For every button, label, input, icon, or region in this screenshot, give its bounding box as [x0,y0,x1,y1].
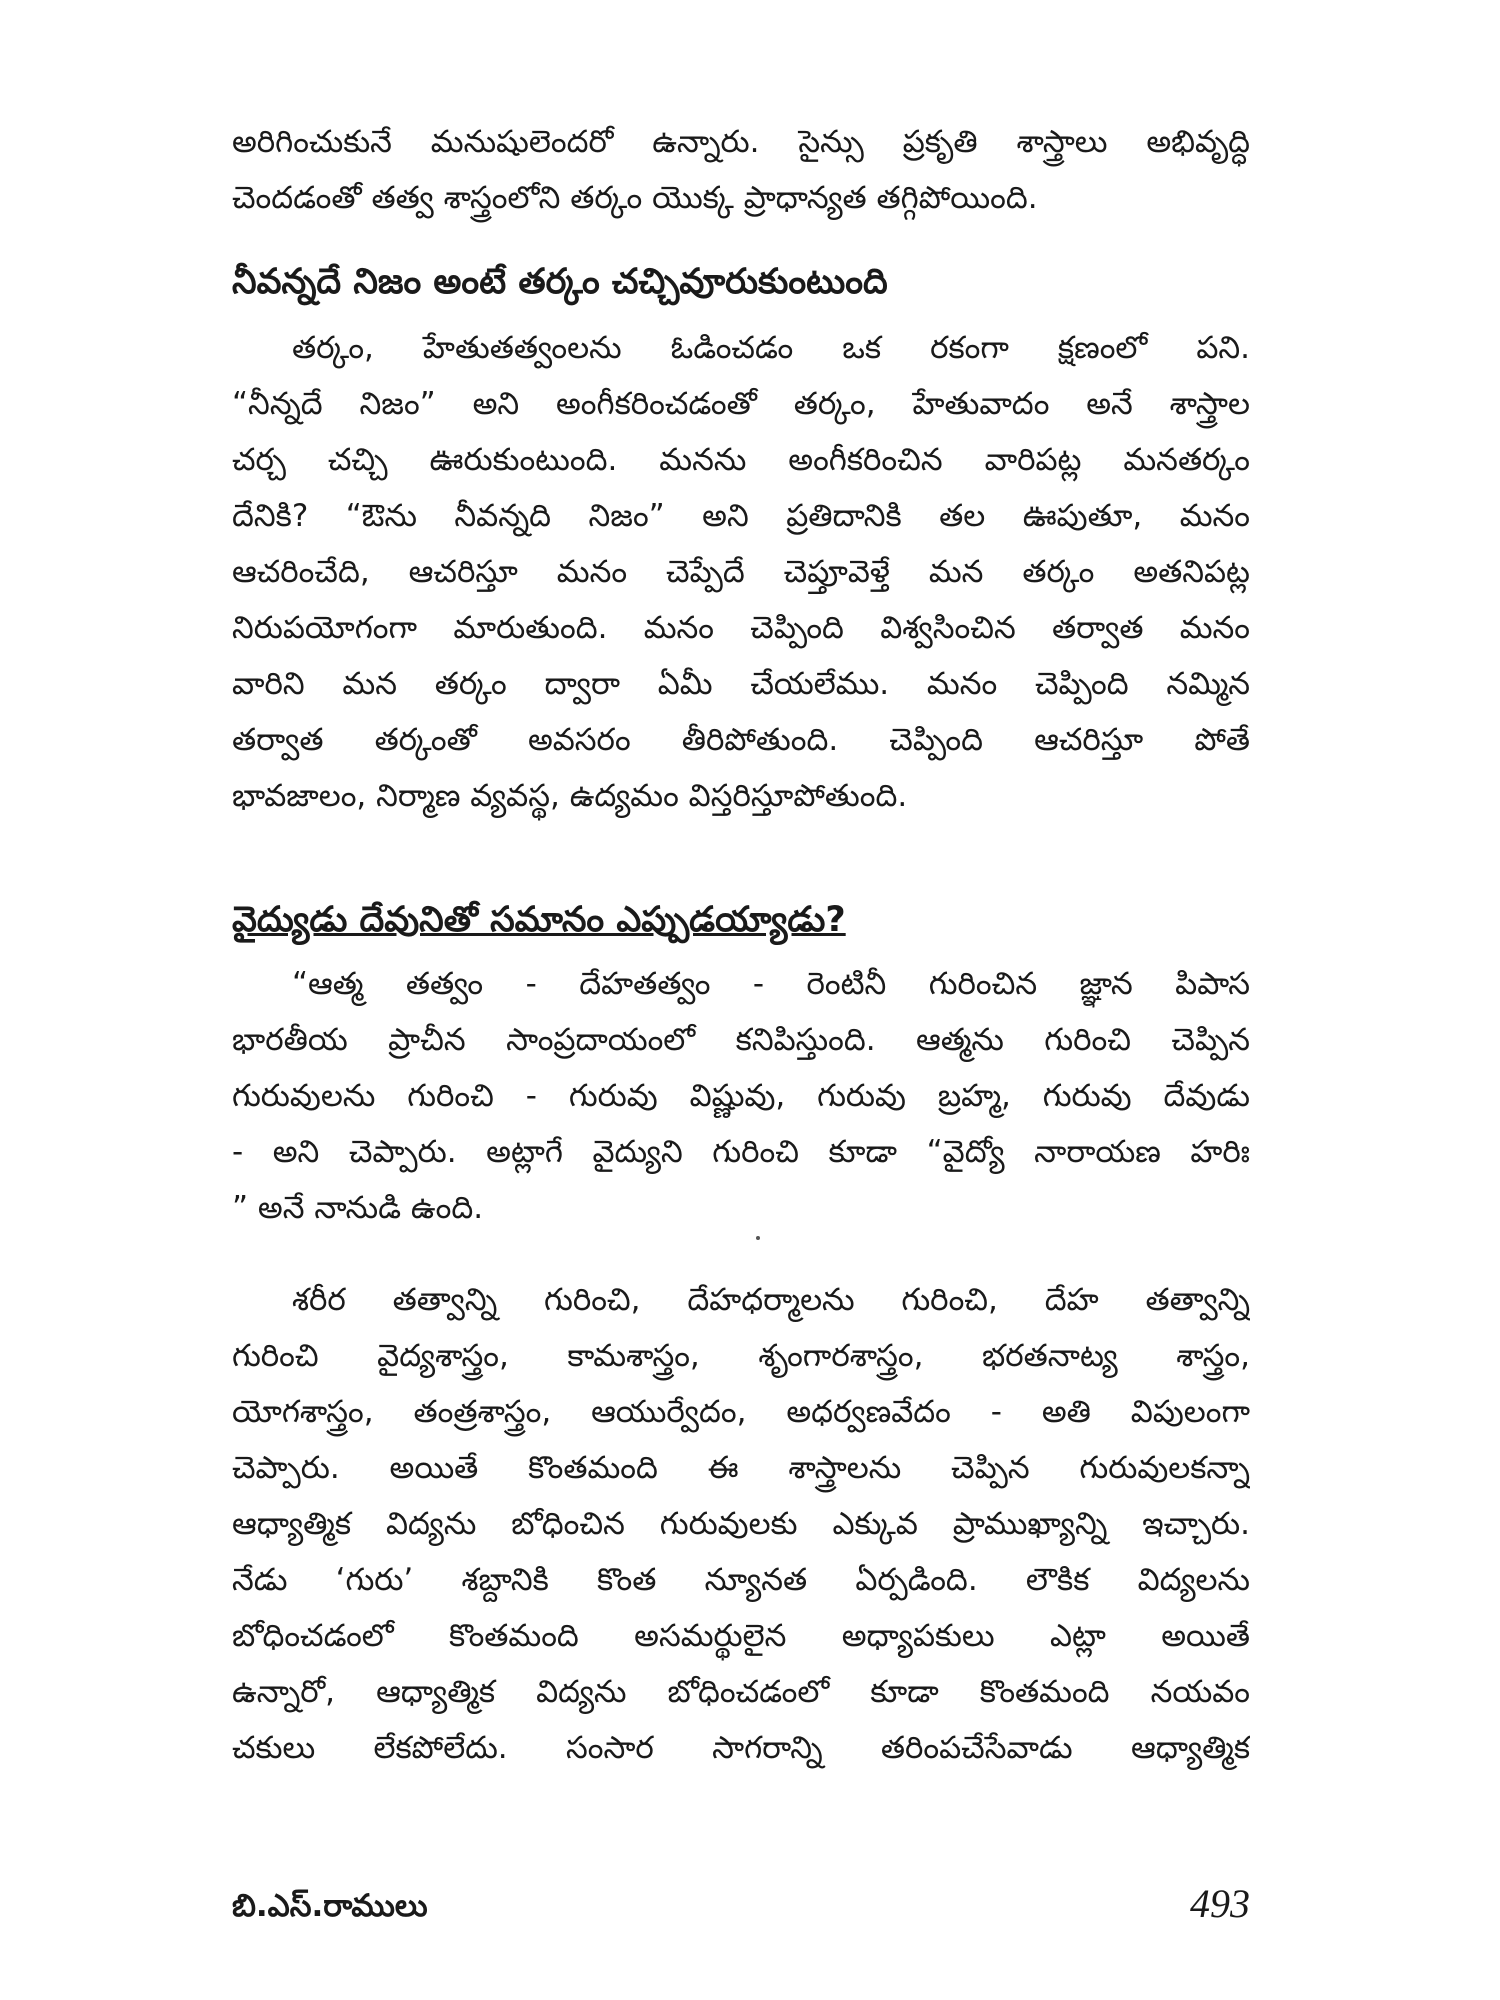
text-line: “ఆత్మ తత్వం - దేహతత్వం - రెంటినీ గురించిన జ్ఞాన పిపాస [292,966,1250,1002]
text-line: వారిని మన తర్కం ద్వారా ఏమీ చేయలేము. మనం చెప్పింది నమ్మిన [232,666,1250,702]
text-line: చకులు లేకపోలేదు. సంసార సాగరాన్ని తరింపచేసేవాడు ఆధ్యాత్మిక [232,1730,1250,1766]
text-line: బోధించడంలో కొంతమంది అసమర్థులైన అధ్యాపకులు ఎట్లా అయితే [232,1618,1250,1654]
paragraph-1 [232,320,1250,824]
text-line: తర్కం, హేతుతత్వంలను ఓడించడం ఒక రకంగా క్షణంలో పని. [292,330,1250,366]
paragraph-3 [232,1272,1250,1776]
text-line: ఉన్నారో, ఆధ్యాత్మిక విద్యను బోధించడంలో కూడా కొంతమంది నయవం [232,1674,1250,1710]
paragraph-2 [232,956,1250,1236]
text-line: దేనికి? “ఔను నీవన్నది నిజం” అని ప్రతిదానికి తల ఊపుతూ, మనం [232,498,1250,534]
text-line: - అని చెప్పారు. అట్లాగే వైద్యుని గురించి కూడా “వైద్యో నారాయణ హరిః [232,1134,1250,1170]
text-line: ” అనే నానుడి ఉంది. [232,1190,484,1226]
text-line: భావజాలం, నిర్మాణ వ్యవస్థ, ఉద్యమం విస్తరిస్తూపోతుంది. [232,778,908,814]
print-speck [756,1236,760,1240]
text-line: శరీర తత్వాన్ని గురించి, దేహధర్మాలను గురించి, దేహ తత్వాన్ని [292,1282,1250,1318]
text-line: అరిగించుకునే మనుషులెందరో ఉన్నారు. సైన్సు ప్రకృతి శాస్త్రాలు అభివృద్ధి [232,124,1250,160]
text-line: ఆచరించేది, ఆచరిస్తూ మనం చెప్పేదే చెప్తూవెళ్తే మన తర్కం అతనిపట్ల [232,554,1250,590]
text-line: చెప్పారు. అయితే కొంతమంది ఈ శాస్త్రాలను చెప్పిన గురువులకన్నా [232,1450,1250,1486]
section-heading-1 [232,252,1250,312]
text-line: నేడు ‘గురు’ శబ్దానికి కొంత న్యూనత ఏర్పడింది. లౌకిక విద్యలను [232,1562,1250,1598]
text-line: చర్చ చచ్చి ఊరుకుంటుంది. మనను అంగీకరించిన వారిపట్ల మనతర్కం [232,442,1250,478]
heading-text: నీవన్నదే నిజం అంటే తర్కం చచ్చివూరుకుంటుంది [232,262,888,302]
text-line: ఆధ్యాత్మిక విద్యను బోధించిన గురువులకు ఎక్కువ ప్రాముఖ్యాన్ని ఇచ్చారు. [232,1506,1250,1542]
text-line: తర్వాత తర్కంతో అవసరం తీరిపోతుంది. చెప్పింది ఆచరిస్తూ పోతే [232,722,1250,758]
page-number: 493 [1190,1881,1250,1926]
text-line: నిరుపయోగంగా మారుతుంది. మనం చెప్పింది విశ్వసించిన తర్వాత మనం [232,610,1250,646]
text-line: “నీన్నదే నిజం” అని అంగీకరించడంతో తర్కం, హేతువాదం అనే శాస్త్రాల [232,386,1250,422]
heading-text-underlined: వైద్యుడు దేవునితో సమానం ఎప్పుడయ్యాడు? [232,900,846,940]
footer-author: బి.ఎస్.రాములు [232,1888,428,1924]
text-line: భారతీయ ప్రాచీన సాంప్రదాయంలో కనిపిస్తుంది. ఆత్మను గురించి చెప్పిన [232,1022,1250,1058]
text-line: గురువులను గురించి - గురువు విష్ణువు, గురువు బ్రహ్మ, గురువు దేవుడు [232,1078,1250,1114]
heading-text [232,890,1250,950]
text-line: గురించి వైద్యశాస్త్రం, కామశాస్త్రం, శృంగారశాస్త్రం, భరతనాట్య శాస్త్రం, [232,1338,1250,1374]
paragraph-continuation [232,114,1250,226]
section-heading-2 [232,890,1250,950]
text-line: చెందడంతో తత్వ శాస్త్రంలోని తర్కం యొక్క ప్రాధాన్యత తగ్గిపోయింది. [232,180,1038,216]
text-line: యోగశాస్త్రం, తంత్రశాస్త్రం, ఆయుర్వేదం, అధర్వణవేదం - అతి విపులంగా [232,1394,1250,1430]
